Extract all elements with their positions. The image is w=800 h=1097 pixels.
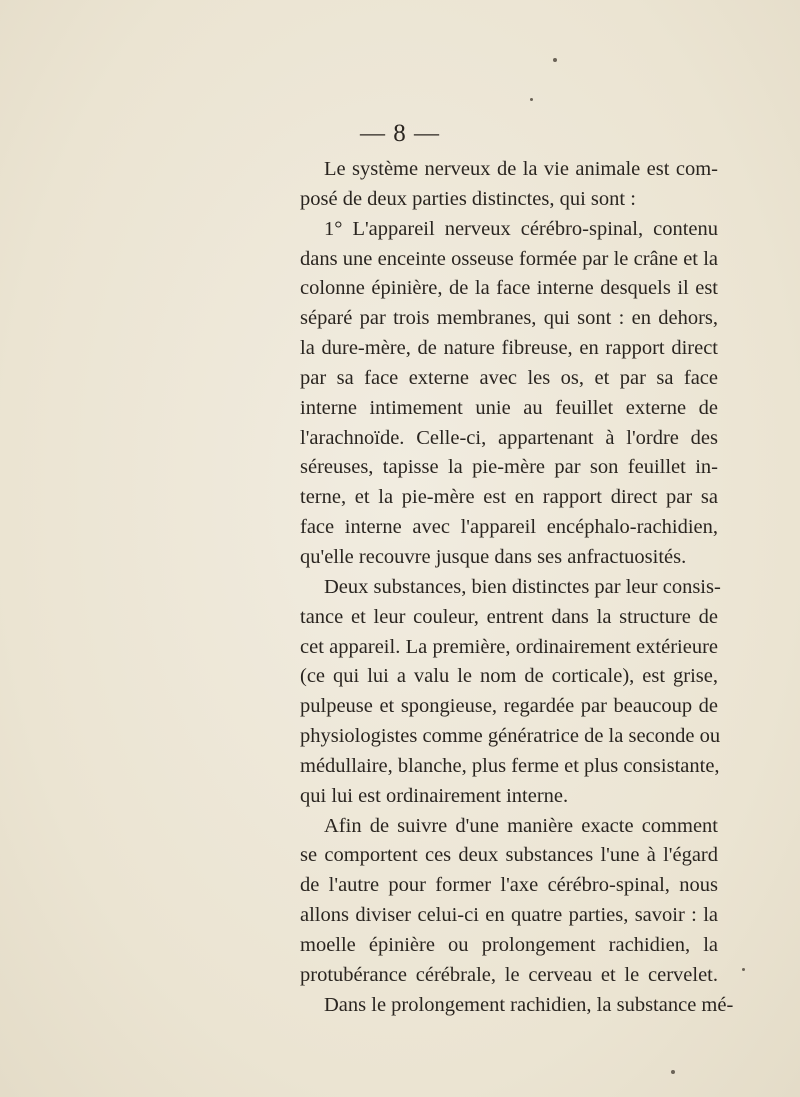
- text-line: séreuses, tapisse la pie-mère par son feuillet in-: [300, 456, 718, 479]
- paper-speck: [742, 968, 745, 971]
- text-line: par sa face externe avec les os, et par sa face: [300, 366, 718, 389]
- text-line: protubérance cérébrale, le cerveau et le cervelet.: [300, 963, 718, 986]
- text-line: moelle épinière ou prolongement rachidien, la: [300, 933, 718, 956]
- paper-speck: [553, 58, 557, 62]
- text-line: séparé par trois membranes, qui sont : en dehors,: [300, 307, 718, 330]
- text-line: se comportent ces deux substances l'une à l'égard: [300, 844, 718, 867]
- text-line: (ce qui lui a valu le nom de corticale), est grise,: [300, 665, 718, 688]
- text-line: l'arachnoïde. Celle-ci, appartenant à l'ordre des: [300, 426, 718, 449]
- paper-speck: [530, 98, 533, 101]
- text-line: 1° L'appareil nerveux cérébro-spinal, contenu: [324, 217, 718, 240]
- text-line: tance et leur couleur, entrent dans la structure de: [300, 605, 718, 628]
- text-line: posé de deux parties distinctes, qui sont :: [300, 187, 636, 210]
- text-line: face interne avec l'appareil encéphalo-rachidien,: [300, 516, 718, 539]
- text-line: interne intimement unie au feuillet externe de: [300, 396, 718, 419]
- text-line: colonne épinière, de la face interne desquels il est: [300, 277, 718, 300]
- text-line: terne, et la pie-mère est en rapport direct par sa: [300, 486, 718, 509]
- text-line: la dure-mère, de nature fibreuse, en rapport direct: [300, 337, 718, 360]
- text-line: pulpeuse et spongieuse, regardée par beaucoup de: [300, 695, 718, 718]
- text-line: Le système nerveux de la vie animale est com-: [324, 158, 718, 180]
- paper-speck: [671, 1070, 675, 1074]
- text-line: Afin de suivre d'une manière exacte comment: [324, 814, 718, 837]
- text-line: médullaire, blanche, plus ferme et plus consistante,: [300, 754, 720, 777]
- text-line: de l'autre pour former l'axe cérébro-spinal, nous: [300, 874, 718, 897]
- text-line: dans une enceinte osseuse formée par le crâne et la: [300, 247, 718, 270]
- text-line: qu'elle recouvre jusque dans ses anfractuosités.: [300, 545, 687, 568]
- text-line: Dans le prolongement rachidien, la substance mé-: [324, 993, 734, 1016]
- text-line: Deux substances, bien distinctes par leur consis-: [324, 575, 721, 598]
- text-line: qui lui est ordinairement interne.: [300, 784, 569, 807]
- text-line: physiologistes comme génératrice de la seconde ou: [300, 725, 721, 748]
- body-text: [300, 155, 734, 1020]
- page-number: — 8 —: [360, 120, 440, 147]
- text-line: cet appareil. La première, ordinairement extérieure: [300, 635, 718, 658]
- text-line: allons diviser celui-ci en quatre parties, savoir : la: [300, 904, 718, 927]
